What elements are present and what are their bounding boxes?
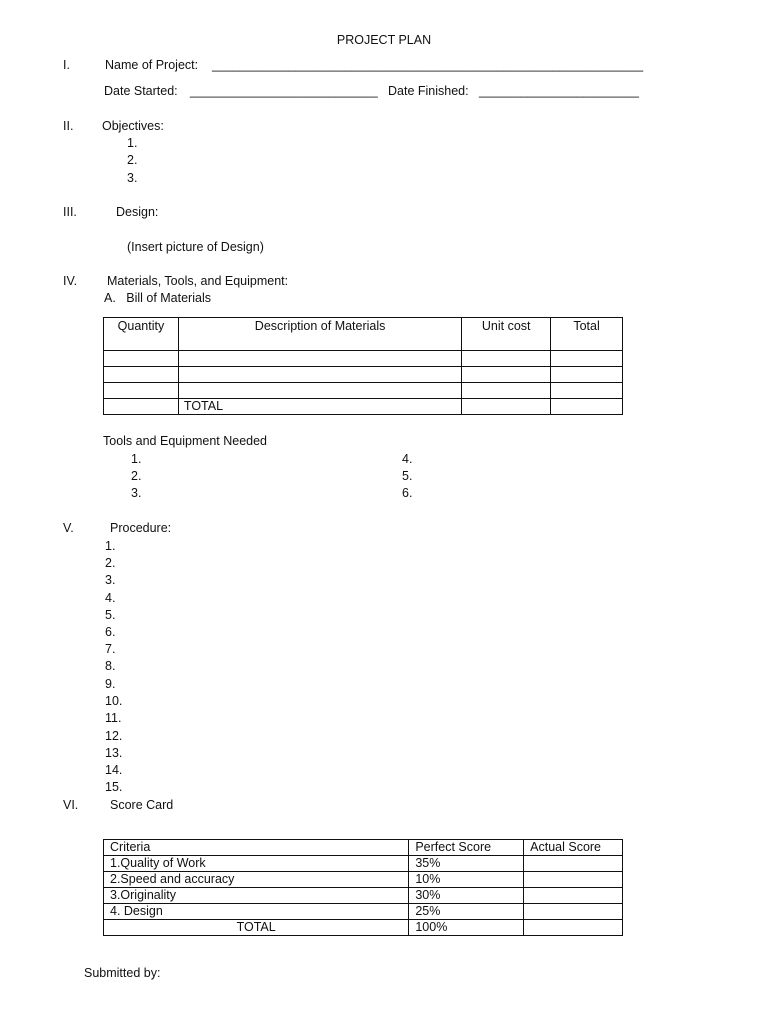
procedure-step: 8. — [105, 659, 116, 673]
section-1-roman: I. — [63, 58, 70, 72]
objective-item: 3. — [127, 171, 138, 185]
section-3-roman: III. — [63, 205, 77, 219]
procedure-step: 11. — [105, 711, 122, 725]
tool-item: 4. — [402, 452, 413, 466]
table-cell[interactable] — [178, 351, 461, 367]
page-title: PROJECT PLAN — [336, 33, 432, 47]
table-cell[interactable] — [104, 399, 179, 415]
section-5-roman: V. — [63, 521, 74, 535]
tool-item: 1. — [131, 452, 142, 466]
column-header-description: Description of Materials — [178, 318, 461, 351]
procedure-step: 2. — [105, 556, 116, 570]
procedure-step: 15. — [105, 780, 123, 794]
score-total-actual[interactable] — [524, 920, 623, 936]
table-cell[interactable] — [104, 351, 179, 367]
procedure-heading: Procedure: — [110, 521, 172, 535]
column-header-quantity: Quantity — [104, 318, 179, 351]
date-finished-label: Date Finished: — [388, 84, 473, 98]
column-header-unit-cost: Unit cost — [462, 318, 551, 351]
criteria-cell: 2.Speed and accuracy — [104, 872, 409, 888]
table-cell[interactable] — [462, 399, 551, 415]
date-finished-field[interactable]: _______________________ — [479, 84, 639, 98]
score-card-table — [103, 839, 623, 936]
bom-total-label: TOTAL — [178, 399, 461, 415]
table-row — [104, 872, 623, 888]
design-heading: Design: — [116, 205, 159, 219]
table-row — [104, 856, 623, 872]
perfect-score-cell: 10% — [409, 872, 524, 888]
tool-item: 5. — [402, 469, 413, 483]
tool-item: 2. — [131, 469, 142, 483]
column-header-total: Total — [551, 318, 623, 351]
tool-item: 6. — [402, 486, 413, 500]
table-row — [104, 367, 623, 383]
table-header-row — [104, 318, 623, 351]
table-total-row — [104, 920, 623, 936]
table-row — [104, 888, 623, 904]
score-total-perfect: 100% — [409, 920, 524, 936]
section-4-roman: IV. — [63, 274, 78, 288]
table-cell[interactable] — [551, 367, 623, 383]
table-cell[interactable] — [551, 399, 623, 415]
table-header-row — [104, 840, 623, 856]
actual-score-cell[interactable] — [524, 904, 623, 920]
table-row — [104, 383, 623, 399]
table-cell[interactable] — [551, 383, 623, 399]
table-cell[interactable] — [104, 383, 179, 399]
perfect-score-cell: 25% — [409, 904, 524, 920]
date-started-label: Date Started: — [104, 84, 182, 98]
objective-item: 1. — [127, 136, 138, 150]
actual-score-cell[interactable] — [524, 856, 623, 872]
procedure-step: 7. — [105, 642, 116, 656]
actual-score-cell[interactable] — [524, 872, 623, 888]
project-name-field[interactable]: ______________________________________________________________ — [212, 58, 644, 72]
column-header-actual-score: Actual Score — [524, 840, 623, 856]
procedure-step: 14. — [105, 763, 123, 777]
criteria-cell: 3.Originality — [104, 888, 409, 904]
table-cell[interactable] — [551, 351, 623, 367]
table-cell[interactable] — [462, 351, 551, 367]
column-header-perfect-score: Perfect Score — [409, 840, 524, 856]
date-started-field[interactable]: ___________________________ — [190, 84, 378, 98]
procedure-step: 1. — [105, 539, 116, 553]
procedure-step: 3. — [105, 573, 116, 587]
objective-item: 2. — [127, 153, 138, 167]
section-6-roman: VI. — [63, 798, 79, 812]
procedure-step: 4. — [105, 591, 116, 605]
procedure-step: 5. — [105, 608, 116, 622]
table-cell[interactable] — [104, 367, 179, 383]
criteria-cell: 1.Quality of Work — [104, 856, 409, 872]
perfect-score-cell: 35% — [409, 856, 524, 872]
table-cell[interactable] — [462, 383, 551, 399]
table-row — [104, 904, 623, 920]
score-total-label: TOTAL — [104, 920, 409, 936]
actual-score-cell[interactable] — [524, 888, 623, 904]
tools-heading: Tools and Equipment Needed — [103, 434, 268, 448]
table-cell[interactable] — [462, 367, 551, 383]
criteria-cell: 4. Design — [104, 904, 409, 920]
table-cell[interactable] — [178, 383, 461, 399]
procedure-step: 6. — [105, 625, 116, 639]
section-2-roman: II. — [63, 119, 74, 133]
materials-heading: Materials, Tools, and Equipment: — [107, 274, 289, 288]
table-total-row — [104, 399, 623, 415]
procedure-step: 12. — [105, 729, 123, 743]
bill-of-materials-table — [103, 317, 623, 415]
bill-of-materials-heading: A. Bill of Materials — [104, 291, 211, 305]
procedure-step: 9. — [105, 677, 116, 691]
design-placeholder: (Insert picture of Design) — [127, 240, 264, 254]
perfect-score-cell: 30% — [409, 888, 524, 904]
submitted-by-label: Submitted by: — [84, 966, 161, 980]
objectives-heading: Objectives: — [102, 119, 164, 133]
procedure-step: 10. — [105, 694, 123, 708]
tool-item: 3. — [131, 486, 142, 500]
column-header-criteria: Criteria — [104, 840, 409, 856]
table-cell[interactable] — [178, 367, 461, 383]
project-name-label: Name of Project: — [105, 58, 202, 72]
score-card-heading: Score Card — [110, 798, 174, 812]
procedure-step: 13. — [105, 746, 123, 760]
table-row — [104, 351, 623, 367]
